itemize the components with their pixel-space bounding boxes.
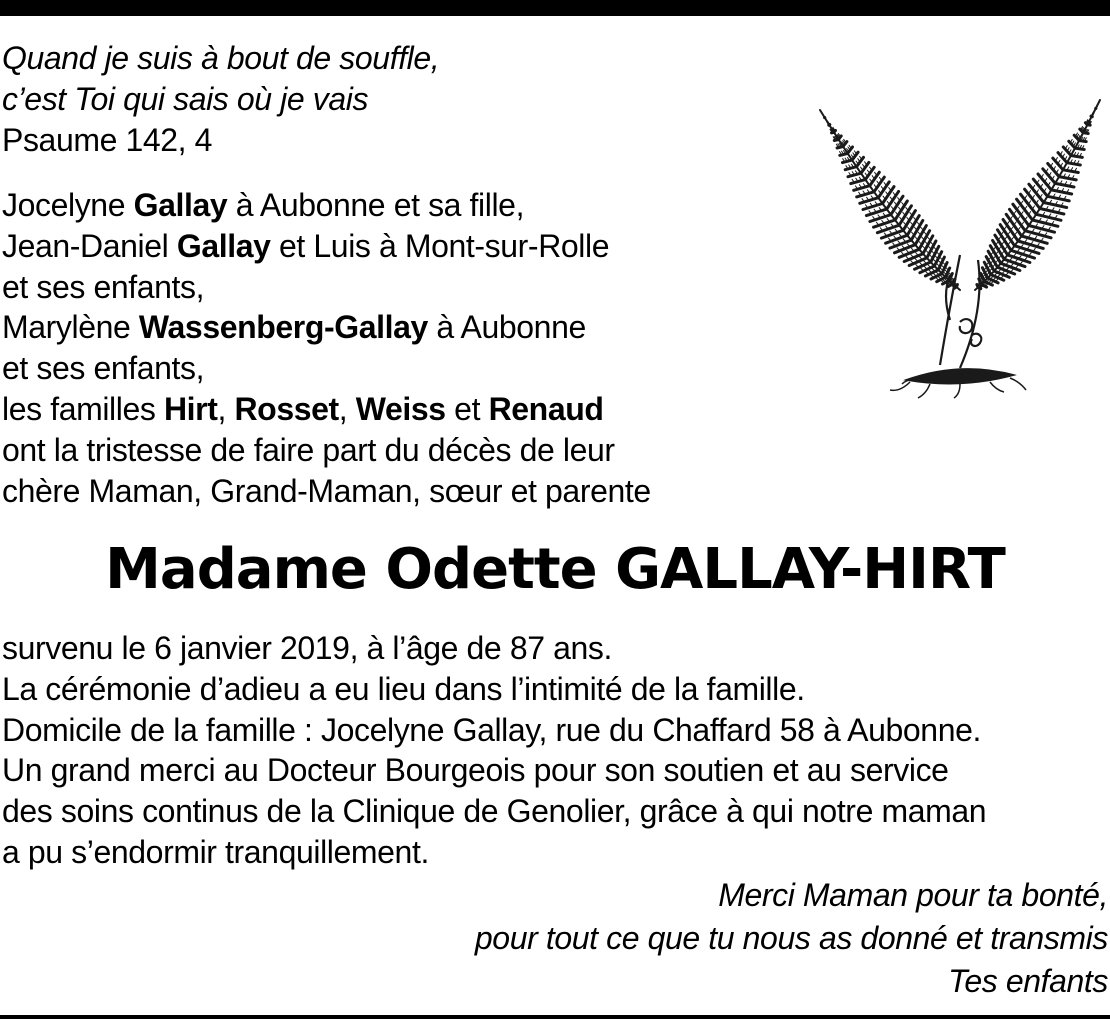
closing-line-1: Merci Maman pour ta bonté,	[718, 877, 1108, 913]
details-line: La cérémonie d’adieu a eu lieu dans l’intimité de la famille.	[2, 670, 805, 707]
family-surname: Hirt	[163, 390, 218, 427]
family-surname: Renaud	[488, 390, 604, 427]
bottom-border-rule	[0, 1015, 1110, 1019]
family-line-6: les familles Hirt, Rosset, Weiss et Renaud	[2, 390, 604, 427]
details-line: Domicile de la famille : Jocelyne Gallay, rue du Chaffard 58 à Aubonne.	[2, 711, 981, 748]
verse-line-2: c’est Toi qui sais où je vais	[2, 80, 369, 117]
verse-line-1: Quand je suis à bout de souffle,	[2, 40, 440, 76]
verse-quote	[2, 38, 439, 160]
closing-signature: Tes enfants	[948, 963, 1108, 999]
family-surname: Gallay	[176, 227, 271, 264]
family-line-2: Jean-Daniel Gallay et Luis à Mont-sur-Rolle	[2, 227, 610, 264]
details-line: survenu le 6 janvier 2019, à l’âge de 87 ans.	[2, 630, 612, 666]
family-surname: Weiss	[355, 390, 446, 427]
closing-line-2: pour tout ce que tu nous as donné et transmis	[474, 920, 1108, 956]
family-line-5: et ses enfants,	[2, 350, 205, 387]
family-line-1: Jocelyne Gallay à Aubonne et sa fille,	[2, 187, 525, 223]
family-surname: Rosset	[234, 390, 339, 427]
family-line-3: et ses enfants,	[2, 268, 205, 305]
family-surname: Gallay	[133, 187, 228, 223]
top-border-rule	[0, 0, 1110, 16]
family-line-8: chère Maman, Grand-Maman, sœur et parente	[2, 472, 651, 509]
verse-reference: Psaume 142, 4	[2, 121, 213, 158]
family-line-7: ont la tristesse de faire part du décès de leur	[2, 431, 615, 468]
deceased-name: Madame Odette GALLAY-HIRT	[105, 537, 1005, 602]
details-line: des soins continus de la Clinique de Genolier, grâce à qui notre maman	[2, 793, 987, 830]
family-announcement	[2, 185, 651, 511]
details-paragraph	[2, 628, 986, 873]
family-surname: Wassenberg-Gallay	[138, 309, 428, 346]
family-line-4: Marylène Wassenberg-Gallay à Aubonne	[2, 309, 586, 346]
details-line: Un grand merci au Docteur Bourgeois pour son soutien et au service	[2, 752, 949, 789]
closing-message	[475, 874, 1108, 1003]
fern-icon	[810, 90, 1110, 400]
details-line: a pu s’endormir tranquillement.	[2, 833, 429, 870]
